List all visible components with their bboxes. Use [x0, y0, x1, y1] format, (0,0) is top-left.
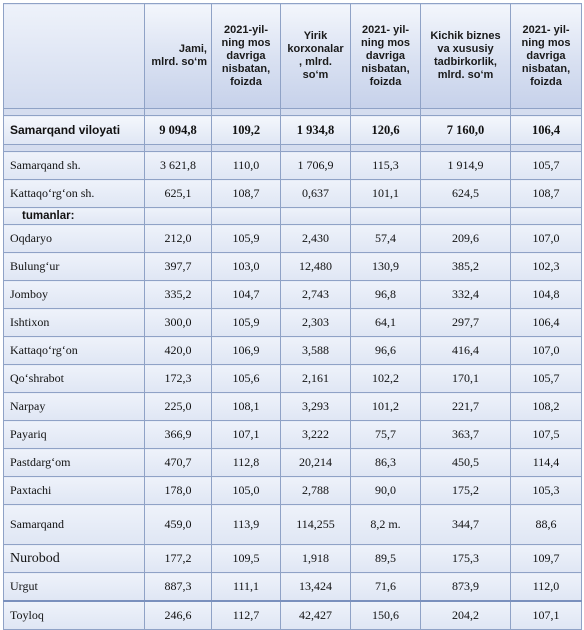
table-row — [4, 337, 582, 365]
cell-total-percent: 106,9 — [212, 337, 281, 365]
cell-small-percent: 107,5 — [511, 421, 582, 449]
subheader-row — [4, 208, 582, 225]
row-name: Paxtachi — [4, 477, 145, 505]
cell-total-percent: 103,0 — [212, 253, 281, 281]
cell-small: 416,4 — [421, 337, 511, 365]
cell-small-percent: 106,4 — [511, 309, 582, 337]
cell-total: 246,6 — [145, 601, 212, 630]
spacer-row — [4, 109, 582, 116]
row-name: Ishtixon — [4, 309, 145, 337]
cell-total: 212,0 — [145, 225, 212, 253]
region-small: 7 160,0 — [421, 116, 511, 145]
cell-large-percent: 57,4 — [351, 225, 421, 253]
cell-total: 335,2 — [145, 281, 212, 309]
row-name: Kattaqo‘rg‘on sh. — [4, 180, 145, 208]
cell-large: 42,427 — [281, 601, 351, 630]
cell-small: 332,4 — [421, 281, 511, 309]
cell-total: 177,2 — [145, 545, 212, 573]
cell-small-percent: 88,6 — [511, 505, 582, 545]
header-row — [4, 4, 582, 109]
subheader-label: tumanlar: — [4, 208, 145, 225]
cell-small-percent: 114,4 — [511, 449, 582, 477]
cell-total-percent: 105,9 — [212, 309, 281, 337]
cell-large: 12,480 — [281, 253, 351, 281]
cell-small-percent: 107,0 — [511, 337, 582, 365]
cell-large: 2,303 — [281, 309, 351, 337]
cell-small-percent: 105,3 — [511, 477, 582, 505]
cell-small-percent: 108,7 — [511, 180, 582, 208]
cell-small-percent: 104,8 — [511, 281, 582, 309]
cell-small-percent: 105,7 — [511, 152, 582, 180]
cell-large: 2,788 — [281, 477, 351, 505]
cell-total: 3 621,8 — [145, 152, 212, 180]
cell-small-percent: 108,2 — [511, 393, 582, 421]
districts-body — [4, 225, 582, 630]
cell-large-percent: 115,3 — [351, 152, 421, 180]
cell-large: 13,424 — [281, 573, 351, 602]
region-large-percent: 120,6 — [351, 116, 421, 145]
cell-large: 1,918 — [281, 545, 351, 573]
cell-large-percent: 89,5 — [351, 545, 421, 573]
cell-small: 175,3 — [421, 545, 511, 573]
cell-large: 3,293 — [281, 393, 351, 421]
header-corner — [4, 4, 145, 109]
statistics-table-container — [3, 3, 581, 622]
cell-total-percent: 105,0 — [212, 477, 281, 505]
cell-small: 363,7 — [421, 421, 511, 449]
cell-small: 204,2 — [421, 601, 511, 630]
cell-total: 397,7 — [145, 253, 212, 281]
cell-large-percent: 150,6 — [351, 601, 421, 630]
row-name: Narpay — [4, 393, 145, 421]
cell-large: 2,161 — [281, 365, 351, 393]
cell-small: 1 914,9 — [421, 152, 511, 180]
statistics-table — [3, 3, 582, 630]
table-row — [4, 281, 582, 309]
spacer-row — [4, 145, 582, 152]
cell-large-percent: 75,7 — [351, 421, 421, 449]
header-small-business: Kichik biznes va xususiy tadbirkorlik, mlrd. so‘m — [421, 4, 511, 109]
region-name: Samarqand viloyati — [4, 116, 145, 145]
cell-total-percent: 107,1 — [212, 421, 281, 449]
cell-small: 450,5 — [421, 449, 511, 477]
row-name: Jomboy — [4, 281, 145, 309]
row-name: Pastdarg‘om — [4, 449, 145, 477]
table-row — [4, 225, 582, 253]
row-name: Bulung‘ur — [4, 253, 145, 281]
cell-total-percent: 113,9 — [212, 505, 281, 545]
cell-small: 873,9 — [421, 573, 511, 602]
cell-large: 0,637 — [281, 180, 351, 208]
table-row — [4, 393, 582, 421]
region-total: 9 094,8 — [145, 116, 212, 145]
cell-total-percent: 105,6 — [212, 365, 281, 393]
cell-large-percent: 8,2 m. — [351, 505, 421, 545]
table-row — [4, 505, 582, 545]
cell-large: 3,222 — [281, 421, 351, 449]
cell-small-percent: 105,7 — [511, 365, 582, 393]
cell-total: 300,0 — [145, 309, 212, 337]
table-row — [4, 449, 582, 477]
cell-small-percent: 107,1 — [511, 601, 582, 630]
header-total-percent: 2021-yil- ning mos davriga nisbatan, foizda — [212, 4, 281, 109]
header-large-percent: 2021- yil- ning mos davriga nisbatan, foizda — [351, 4, 421, 109]
cell-total-percent: 112,8 — [212, 449, 281, 477]
cell-large-percent: 64,1 — [351, 309, 421, 337]
row-name: Payariq — [4, 421, 145, 449]
table-row — [4, 573, 582, 602]
cell-small: 209,6 — [421, 225, 511, 253]
table-row — [4, 545, 582, 573]
region-row — [4, 116, 582, 145]
cell-total-percent: 112,7 — [212, 601, 281, 630]
cell-small: 297,7 — [421, 309, 511, 337]
table-row — [4, 253, 582, 281]
cell-large-percent: 86,3 — [351, 449, 421, 477]
table-row — [4, 601, 582, 630]
header-small-percent: 2021- yil- ning mos davriga nisbatan, foizda — [511, 4, 582, 109]
header-large-enterprises: Yirik korxonalar , mlrd. so‘m — [281, 4, 351, 109]
row-name: Nurobod — [4, 545, 145, 573]
cell-small-percent: 102,3 — [511, 253, 582, 281]
cell-large-percent: 101,1 — [351, 180, 421, 208]
cell-total: 470,7 — [145, 449, 212, 477]
table-row — [4, 180, 582, 208]
region-small-percent: 106,4 — [511, 116, 582, 145]
row-name: Qo‘shrabot — [4, 365, 145, 393]
table-row — [4, 152, 582, 180]
cell-total-percent: 108,1 — [212, 393, 281, 421]
cell-small-percent: 112,0 — [511, 573, 582, 602]
region-large: 1 934,8 — [281, 116, 351, 145]
cell-total-percent: 104,7 — [212, 281, 281, 309]
row-name: Urgut — [4, 573, 145, 602]
cell-total: 178,0 — [145, 477, 212, 505]
cell-total-percent: 111,1 — [212, 573, 281, 602]
region-total-percent: 109,2 — [212, 116, 281, 145]
cell-large: 1 706,9 — [281, 152, 351, 180]
cell-small: 170,1 — [421, 365, 511, 393]
cell-total: 887,3 — [145, 573, 212, 602]
row-name: Samarqand sh. — [4, 152, 145, 180]
cell-large-percent: 96,6 — [351, 337, 421, 365]
row-name: Oqdaryo — [4, 225, 145, 253]
cell-small: 221,7 — [421, 393, 511, 421]
cell-total-percent: 109,5 — [212, 545, 281, 573]
cell-large-percent: 130,9 — [351, 253, 421, 281]
cell-total-percent: 108,7 — [212, 180, 281, 208]
header-total: Jami, mlrd. so‘m — [145, 4, 212, 109]
row-name: Samarqand — [4, 505, 145, 545]
cell-total: 366,9 — [145, 421, 212, 449]
cell-large-percent: 102,2 — [351, 365, 421, 393]
cell-small-percent: 109,7 — [511, 545, 582, 573]
cell-large: 2,430 — [281, 225, 351, 253]
cell-large-percent: 96,8 — [351, 281, 421, 309]
cell-large: 20,214 — [281, 449, 351, 477]
row-name: Kattaqo‘rg‘on — [4, 337, 145, 365]
cell-small: 344,7 — [421, 505, 511, 545]
cell-small: 385,2 — [421, 253, 511, 281]
cell-large: 3,588 — [281, 337, 351, 365]
table-row — [4, 309, 582, 337]
cell-total: 625,1 — [145, 180, 212, 208]
cell-large: 2,743 — [281, 281, 351, 309]
cell-large-percent: 90,0 — [351, 477, 421, 505]
cell-total: 172,3 — [145, 365, 212, 393]
cell-total: 420,0 — [145, 337, 212, 365]
table-row — [4, 365, 582, 393]
cell-total: 459,0 — [145, 505, 212, 545]
cell-small-percent: 107,0 — [511, 225, 582, 253]
cell-large: 114,255 — [281, 505, 351, 545]
row-name: Toyloq — [4, 601, 145, 630]
cell-small: 175,2 — [421, 477, 511, 505]
table-row — [4, 421, 582, 449]
table-row — [4, 477, 582, 505]
cell-total-percent: 105,9 — [212, 225, 281, 253]
cell-large-percent: 101,2 — [351, 393, 421, 421]
cell-total-percent: 110,0 — [212, 152, 281, 180]
cell-large-percent: 71,6 — [351, 573, 421, 602]
cell-total: 225,0 — [145, 393, 212, 421]
cell-small: 624,5 — [421, 180, 511, 208]
